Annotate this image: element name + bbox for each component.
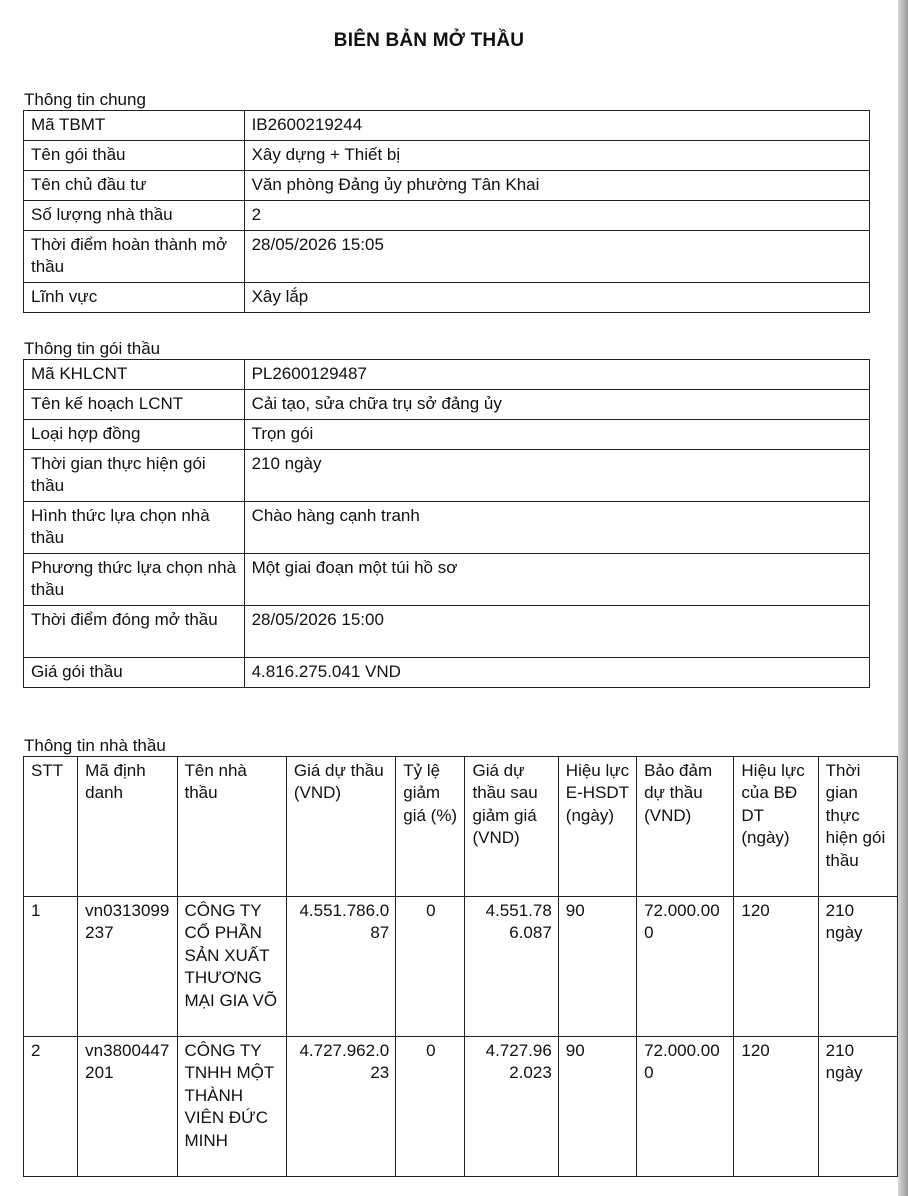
- cell-hieu-luc-bddt: 120: [734, 1037, 818, 1177]
- table-row: [24, 450, 870, 502]
- field-label: Tên kế hoạch LCNT: [24, 390, 245, 420]
- field-label: Thời điểm đóng mở thầu: [24, 606, 245, 658]
- cell-ma-dinh-danh: vn0313099237: [78, 897, 177, 1037]
- column-header-ma-dinh-danh: Mã định danh: [78, 757, 177, 897]
- table-row: [24, 231, 870, 283]
- section-general-label: Thông tin chung: [24, 90, 146, 109]
- cell-bao-dam-du-thau: 72.000.000: [637, 897, 734, 1037]
- cell-gia-du-thau: 4.551.786.087: [286, 897, 395, 1037]
- table-row: [24, 658, 870, 688]
- cell-stt: 1: [24, 897, 78, 1037]
- table-row: [24, 420, 870, 450]
- field-value: Chào hàng cạnh tranh: [244, 502, 869, 554]
- field-value: 2: [244, 201, 869, 231]
- table-row: [24, 390, 870, 420]
- column-header-bao-dam-du-thau: Bảo đảm dự thầu (VND): [637, 757, 734, 897]
- field-label: Số lượng nhà thầu: [24, 201, 245, 231]
- field-value: Xây dựng + Thiết bị: [244, 141, 869, 171]
- field-label: Giá gói thầu: [24, 658, 245, 688]
- cell-thoi-gian-thuc-hien: 210 ngày: [818, 897, 897, 1037]
- field-label: Mã TBMT: [24, 111, 245, 141]
- cell-gia-du-thau: 4.727.962.023: [286, 1037, 395, 1177]
- cell-stt: 2: [24, 1037, 78, 1177]
- column-header-hieu-luc-ehsdt: Hiệu lực E-HSDT (ngày): [558, 757, 636, 897]
- field-value: IB2600219244: [244, 111, 869, 141]
- field-value: 210 ngày: [244, 450, 869, 502]
- cell-ty-le-giam-gia: 0: [396, 897, 465, 1037]
- table-header-row: [24, 757, 898, 897]
- column-header-ty-le-giam-gia: Tỷ lệ giảm giá (%): [396, 757, 465, 897]
- field-value: PL2600129487: [244, 360, 869, 390]
- cell-gia-sau-giam: 4.551.786.087: [465, 897, 558, 1037]
- cell-ty-le-giam-gia: 0: [396, 1037, 465, 1177]
- section-bidders-label: Thông tin nhà thầu: [24, 736, 166, 755]
- column-header-thoi-gian-thuc-hien: Thời gian thực hiện gói thầu: [818, 757, 897, 897]
- table-row: [24, 1037, 898, 1177]
- package-info-table: [23, 359, 870, 688]
- page-edge-shadow: [898, 0, 908, 1196]
- column-header-stt: STT: [24, 757, 78, 897]
- cell-hieu-luc-ehsdt: 90: [558, 1037, 636, 1177]
- cell-hieu-luc-ehsdt: 90: [558, 897, 636, 1037]
- column-header-gia-du-thau: Giá dự thầu (VND): [286, 757, 395, 897]
- table-row: [24, 171, 870, 201]
- field-value: 28/05/2026 15:05: [244, 231, 869, 283]
- column-header-ten-nha-thau: Tên nhà thầu: [177, 757, 286, 897]
- field-value: Trọn gói: [244, 420, 869, 450]
- cell-ten-nha-thau: CÔNG TY CỔ PHẦN SẢN XUẤT THƯƠNG MẠI GIA VÕ: [177, 897, 286, 1037]
- field-label: Lĩnh vực: [24, 283, 245, 313]
- field-label: Thời điểm hoàn thành mở thầu: [24, 231, 245, 283]
- table-row: [24, 283, 870, 313]
- bidders-table: [23, 756, 898, 1177]
- table-row: [24, 554, 870, 606]
- column-header-gia-sau-giam: Giá dự thầu sau giảm giá (VND): [465, 757, 558, 897]
- table-row: [24, 201, 870, 231]
- cell-ma-dinh-danh: vn3800447201: [78, 1037, 177, 1177]
- section-package-label: Thông tin gói thầu: [24, 339, 161, 358]
- cell-gia-sau-giam: 4.727.962.023: [465, 1037, 558, 1177]
- field-value: Xây lắp: [244, 283, 869, 313]
- field-label: Phương thức lựa chọn nhà thầu: [24, 554, 245, 606]
- field-value: Cải tạo, sửa chữa trụ sở đảng ủy: [244, 390, 869, 420]
- field-label: Mã KHLCNT: [24, 360, 245, 390]
- document-title: BIÊN BẢN MỞ THẦU: [333, 30, 525, 51]
- field-label: Thời gian thực hiện gói thầu: [24, 450, 245, 502]
- table-row: [24, 897, 898, 1037]
- cell-hieu-luc-bddt: 120: [734, 897, 818, 1037]
- field-label: Loại hợp đồng: [24, 420, 245, 450]
- cell-bao-dam-du-thau: 72.000.000: [637, 1037, 734, 1177]
- field-label: Tên gói thầu: [24, 141, 245, 171]
- field-value: Văn phòng Đảng ủy phường Tân Khai: [244, 171, 869, 201]
- cell-ten-nha-thau: CÔNG TY TNHH MỘT THÀNH VIÊN ĐỨC MINH: [177, 1037, 286, 1177]
- table-row: [24, 111, 870, 141]
- field-value: 28/05/2026 15:00: [244, 606, 869, 658]
- column-header-hieu-luc-bddt: Hiệu lực của BĐ DT (ngày): [734, 757, 818, 897]
- cell-thoi-gian-thuc-hien: 210 ngày: [818, 1037, 897, 1177]
- table-row: [24, 360, 870, 390]
- field-value: Một giai đoạn một túi hồ sơ: [244, 554, 869, 606]
- table-row: [24, 606, 870, 658]
- table-row: [24, 502, 870, 554]
- field-value: 4.816.275.041 VND: [244, 658, 869, 688]
- field-label: Tên chủ đầu tư: [24, 171, 245, 201]
- field-label: Hình thức lựa chọn nhà thầu: [24, 502, 245, 554]
- general-info-table: [23, 110, 870, 313]
- table-row: [24, 141, 870, 171]
